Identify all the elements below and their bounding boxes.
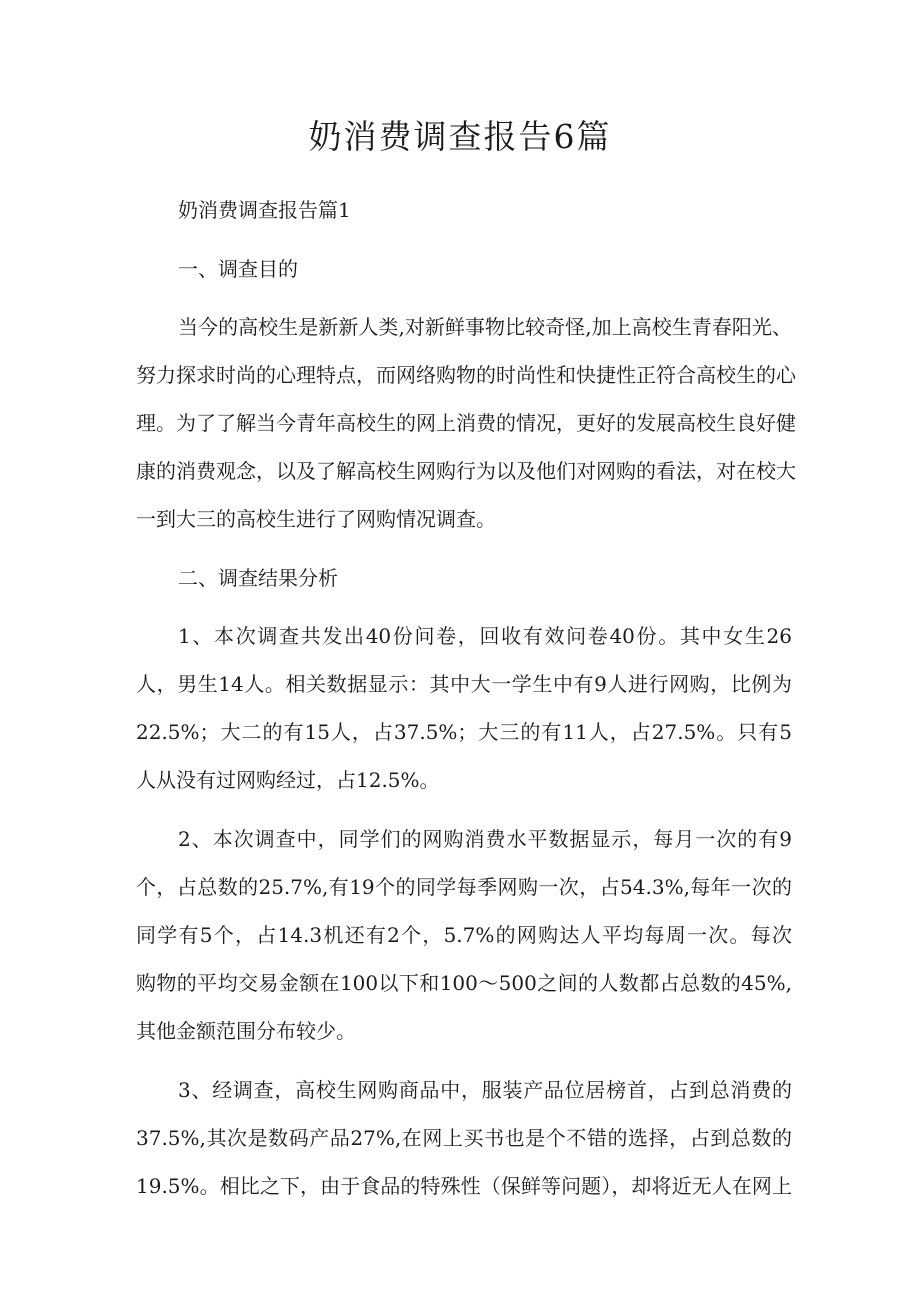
paragraph-line: 22.5%；大二的有15人，占37.5%；大三的有11人，占27.5%。只有5 [136,720,792,744]
paragraph-line: 人从没有过网购经过，占12.5%。 [136,768,440,792]
paragraph-line: 其他金额范围分布较少。 [136,1019,356,1043]
document-title: 奶消费调查报告6篇 [308,117,612,156]
paragraph-line: 19.5%。相比之下，由于食品的特殊性（保鲜等问题），却将近无人在网上 [136,1174,792,1198]
paragraph-line: 1、本次调查共发出40份问卷，回收有效问卷40份。其中女生26 [178,624,792,648]
paragraph-line: 一到大三的高校生进行了网购情况调查。 [136,507,496,531]
paragraph-line: 购物的平均交易金额在100以下和100～500之间的人数都占总数的45%, [136,971,792,995]
paragraph-line: 当今的高校生是新新人类,对新鲜事物比较奇怪,加上高校生青春阳光、 [178,315,792,339]
paragraph-line: 人，男生14人。相关数据显示：其中大一学生中有9人进行网购，比例为 [136,672,792,696]
paragraph-line: 努力探求时尚的心理特点，而网络购物的时尚性和快捷性正符合高校生的心 [136,363,796,387]
paragraph-line: 37.5%,其次是数码产品27%,在网上买书也是个不错的选择，占到总数的 [136,1126,792,1150]
paragraph-line: 康的消费观念，以及了解高校生网购行为以及他们对网购的看法，对在校大 [136,459,796,483]
paragraph-line: 同学有5个，占14.3机还有2个，5.7%的网购达人平均每周一次。每次 [136,923,792,947]
section-heading-purpose: 一、调查目的 [178,257,298,281]
paragraph-line: 3、经调查，高校生网购商品中，服装产品位居榜首，占到总消费的 [178,1078,792,1102]
paragraph-line: 理。为了了解当今青年高校生的网上消费的情况，更好的发展高校生良好健 [136,411,796,435]
section-heading-analysis: 二、调查结果分析 [178,566,338,590]
paragraph-line: 2、本次调查中，同学们的网购消费水平数据显示，每月一次的有9 [178,827,792,851]
paragraph-line: 个，占总数的25.7%,有19个的同学每季网购一次，占54.3%,每年一次的 [136,875,792,899]
report-subtitle: 奶消费调查报告篇1 [178,198,351,222]
